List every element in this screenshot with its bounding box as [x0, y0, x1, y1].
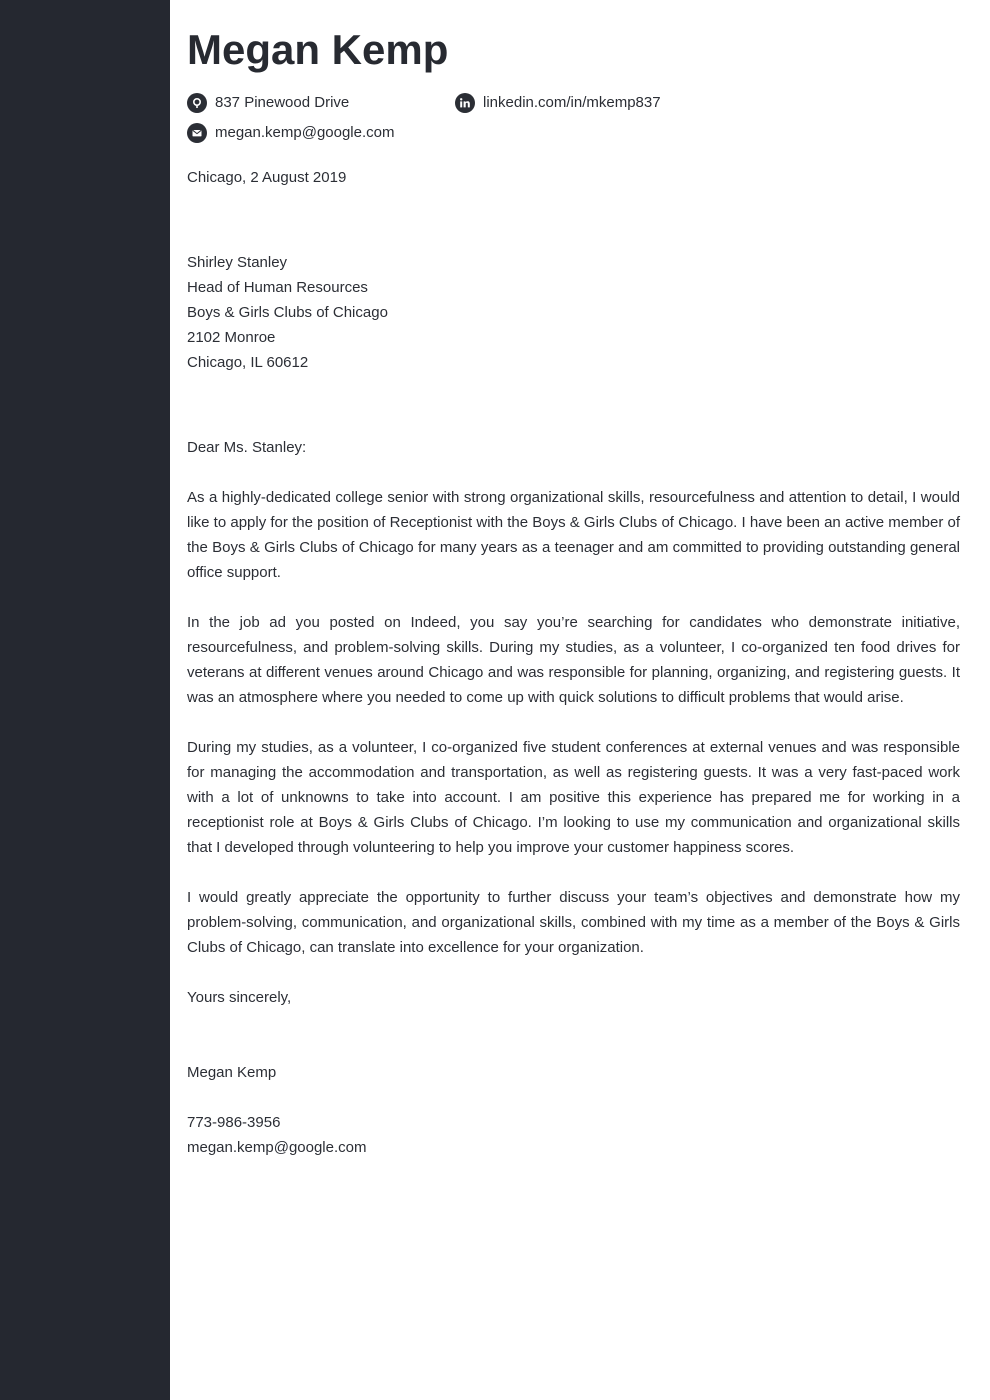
greeting: Dear Ms. Stanley: [187, 439, 307, 456]
sidebar-band [0, 0, 170, 1400]
closing: Yours sincerely, [187, 989, 292, 1006]
email-link[interactable]: megan.kemp@google.com [215, 124, 395, 141]
recipient-organization: Boys & Girls Clubs of Chicago [187, 304, 388, 321]
applicant-name: Megan Kemp [187, 26, 449, 73]
body-paragraph-4: I would greatly appreciate the opportunity to further discuss your team’s objectives and demonstrate how my problem-solving, communication, and organizational skills, combined with my time as a member of the Boys & Girls Clubs of Chicago, can translate into excellence for your organization. [187, 889, 960, 956]
body-paragraph-2: In the job ad you posted on Indeed, you say you’re searching for candidates who demonstrate initiative, resourcefulness, and problem-solving skills. During my studies, as a volunteer, I co-organized ten food drives for veterans at different venues around Chicago and was responsible for planning, organizing, and registering guests. It was an atmosphere where you needed to come up with quick solutions to difficult problems that would arise. [187, 614, 960, 706]
contact-linkedin[interactable] [455, 93, 661, 113]
date-line: Chicago, 2 August 2019 [187, 169, 347, 186]
recipient-name: Shirley Stanley [187, 254, 288, 271]
contact-email[interactable] [187, 123, 395, 143]
signature-email[interactable]: megan.kemp@google.com [187, 1139, 367, 1156]
linkedin-link[interactable]: linkedin.com/in/mkemp837 [483, 94, 661, 111]
envelope-icon [187, 123, 207, 143]
body-paragraph-3: During my studies, as a volunteer, I co-organized five student conferences at external venues and was responsible for managing the accommodation and transportation, as well as registering guests. It was a very fast-paced work with a lot of unknowns to take into account. I am positive this experience has prepared me for working in a receptionist role at Boys & Girls Clubs of Chicago. I’m looking to use my communication and organizational skills that I developed through volunteering to help you improve your customer happiness scores. [187, 739, 960, 856]
signature-phone: 773-986-3956 [187, 1114, 281, 1131]
linkedin-icon [455, 93, 475, 113]
address-text: 837 Pinewood Drive [215, 94, 350, 111]
recipient-city: Chicago, IL 60612 [187, 354, 309, 371]
recipient-title: Head of Human Resources [187, 279, 368, 296]
contact-address [187, 93, 349, 113]
body-paragraph-1: As a highly-dedicated college senior with strong organizational skills, resourcefulness and attention to detail, I would like to apply for the position of Receptionist with the Boys & Girls Clubs of Chicago. I have been an active member of the Boys & Girls Clubs of Chicago for many years as a teenager and am committed to providing outstanding general office support. [187, 489, 960, 581]
recipient-street: 2102 Monroe [187, 329, 276, 346]
signature-name: Megan Kemp [187, 1064, 277, 1081]
location-pin-icon [187, 93, 207, 113]
